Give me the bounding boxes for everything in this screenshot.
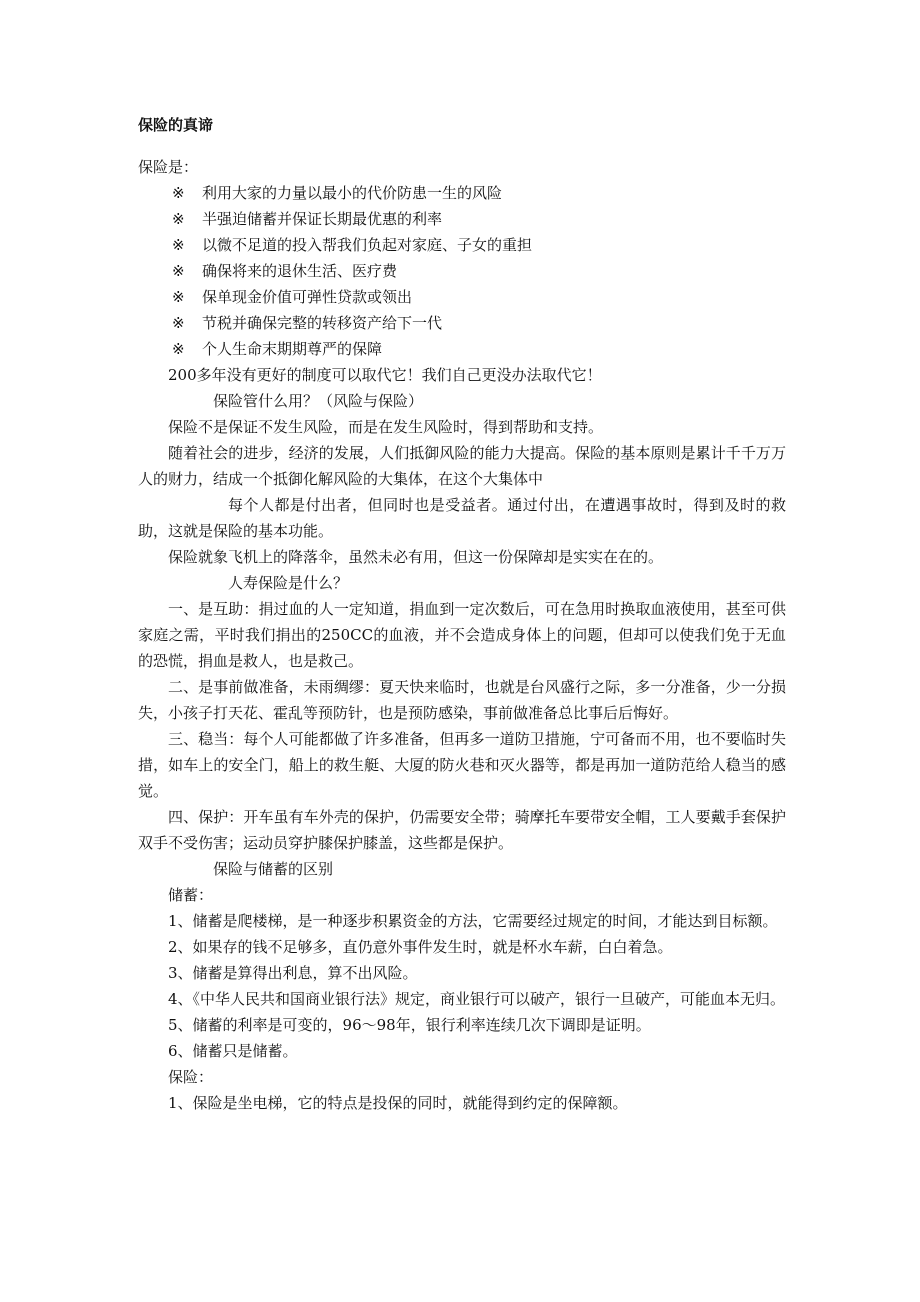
bullet-mark: ※ xyxy=(172,236,185,254)
bullet-text: 利用大家的力量以最小的代价防患一生的风险 xyxy=(202,184,503,202)
insurance-item: 1、保险是坐电梯，它的特点是投保的同时，就能得到约定的保障额。 xyxy=(168,1094,628,1112)
bullet-mark: ※ xyxy=(172,184,185,202)
bullet-text: 以微不足道的投入帮我们负起对家庭、子女的重担 xyxy=(202,236,533,254)
bullet-item xyxy=(138,336,786,362)
savings-label: 储蓄： xyxy=(168,886,214,904)
bullet-item xyxy=(138,284,786,310)
section-heading-risk: 保险管什么用？（风险与保险） xyxy=(213,392,424,410)
paragraph: 二、是事前做准备，未雨绸缪：夏天快来临时，也就是台风盛行之际，多一分准备，少一分损失，小孩子打天花、霍乱等预防针，也是预防感染，事前做准备总比事后后悔好。 xyxy=(138,678,786,722)
paragraph: 四、保护：开车虽有车外壳的保护，仍需要安全带；骑摩托车要带安全帽，工人要戴手套保护双手不受伤害；运动员穿护膝保护膝盖，这些都是保护。 xyxy=(138,808,786,852)
savings-item: 2、如果存的钱不足够多，直仍意外事件发生时，就是杯水车薪，白白着急。 xyxy=(168,938,673,956)
bullet-mark: ※ xyxy=(172,340,185,358)
bullet-item xyxy=(138,310,786,336)
paragraph: 保险就象飞机上的降落伞，虽然未必有用，但这一份保障却是实实在在的。 xyxy=(168,548,664,566)
bullet-item xyxy=(138,232,786,258)
bullet-item xyxy=(138,180,786,206)
intro-text: 保险是： xyxy=(138,158,199,176)
savings-item: 5、储蓄的利率是可变的，96～98年，银行利率连续几次下调即是证明。 xyxy=(168,1016,651,1034)
section-heading-difference: 保险与储蓄的区别 xyxy=(213,860,334,878)
bullet-text: 节税并确保完整的转移资产给下一代 xyxy=(202,314,443,332)
bullet-mark: ※ xyxy=(172,210,185,228)
section-heading-life-insurance: 人寿保险是什么？ xyxy=(228,574,349,592)
paragraph: 一、是互助：捐过血的人一定知道，捐血到一定次数后，可在急用时换取血液使用，甚至可供家庭之需，平时我们捐出的250CC的血液，并不会造成身体上的问题，但却可以使我们免于无血的恐慌，捐血是救人，也是救己。 xyxy=(138,600,786,670)
paragraph: 每个人都是付出者，但同时也是受益者。通过付出，在遭遇事故时，得到及时的救助，这就是保险的基本功能。 xyxy=(138,496,786,540)
document-page xyxy=(138,112,786,1116)
bullet-text: 保单现金价值可弹性贷款或领出 xyxy=(202,288,413,306)
paragraph: 三、稳当：每个人可能都做了许多准备，但再多一道防卫措施，宁可备而不用，也不要临时失措，如车上的安全门，船上的救生艇、大厦的防火巷和灭火器等，都是再加一道防范给人稳当的感觉。 xyxy=(138,730,786,800)
bullet-text: 确保将来的退休生活、医疗费 xyxy=(202,262,398,280)
statement-text: 200多年没有更好的制度可以取代它！我们自己更没办法取代它！ xyxy=(168,366,602,384)
document-title: 保险的真谛 xyxy=(138,116,214,134)
bullet-mark: ※ xyxy=(172,262,185,280)
savings-item: 6、储蓄只是储蓄。 xyxy=(168,1042,298,1060)
paragraph: 保险不是保证不发生风险，而是在发生风险时，得到帮助和支持。 xyxy=(168,418,604,436)
savings-item: 4、《中华人民共和国商业银行法》规定，商业银行可以破产，银行一旦破产，可能血本无归。 xyxy=(168,990,786,1008)
savings-item: 3、储蓄是算得出利息，算不出风险。 xyxy=(168,964,418,982)
savings-item: 1、储蓄是爬楼梯，是一种逐步积累资金的方法，它需要经过规定的时间，才能达到目标额。 xyxy=(168,912,778,930)
bullet-mark: ※ xyxy=(172,314,185,332)
bullet-text: 半强迫储蓄并保证长期最优惠的利率 xyxy=(202,210,443,228)
bullet-text: 个人生命末期期尊严的保障 xyxy=(202,340,383,358)
bullet-item xyxy=(138,258,786,284)
bullet-mark: ※ xyxy=(172,288,185,306)
insurance-label: 保险： xyxy=(168,1068,214,1086)
bullet-list xyxy=(138,180,786,362)
bullet-item xyxy=(138,206,786,232)
paragraph: 随着社会的进步，经济的发展，人们抵御风险的能力大提高。保险的基本原则是累计千千万万人的财力，结成一个抵御化解风险的大集体，在这个大集体中 xyxy=(138,444,786,488)
